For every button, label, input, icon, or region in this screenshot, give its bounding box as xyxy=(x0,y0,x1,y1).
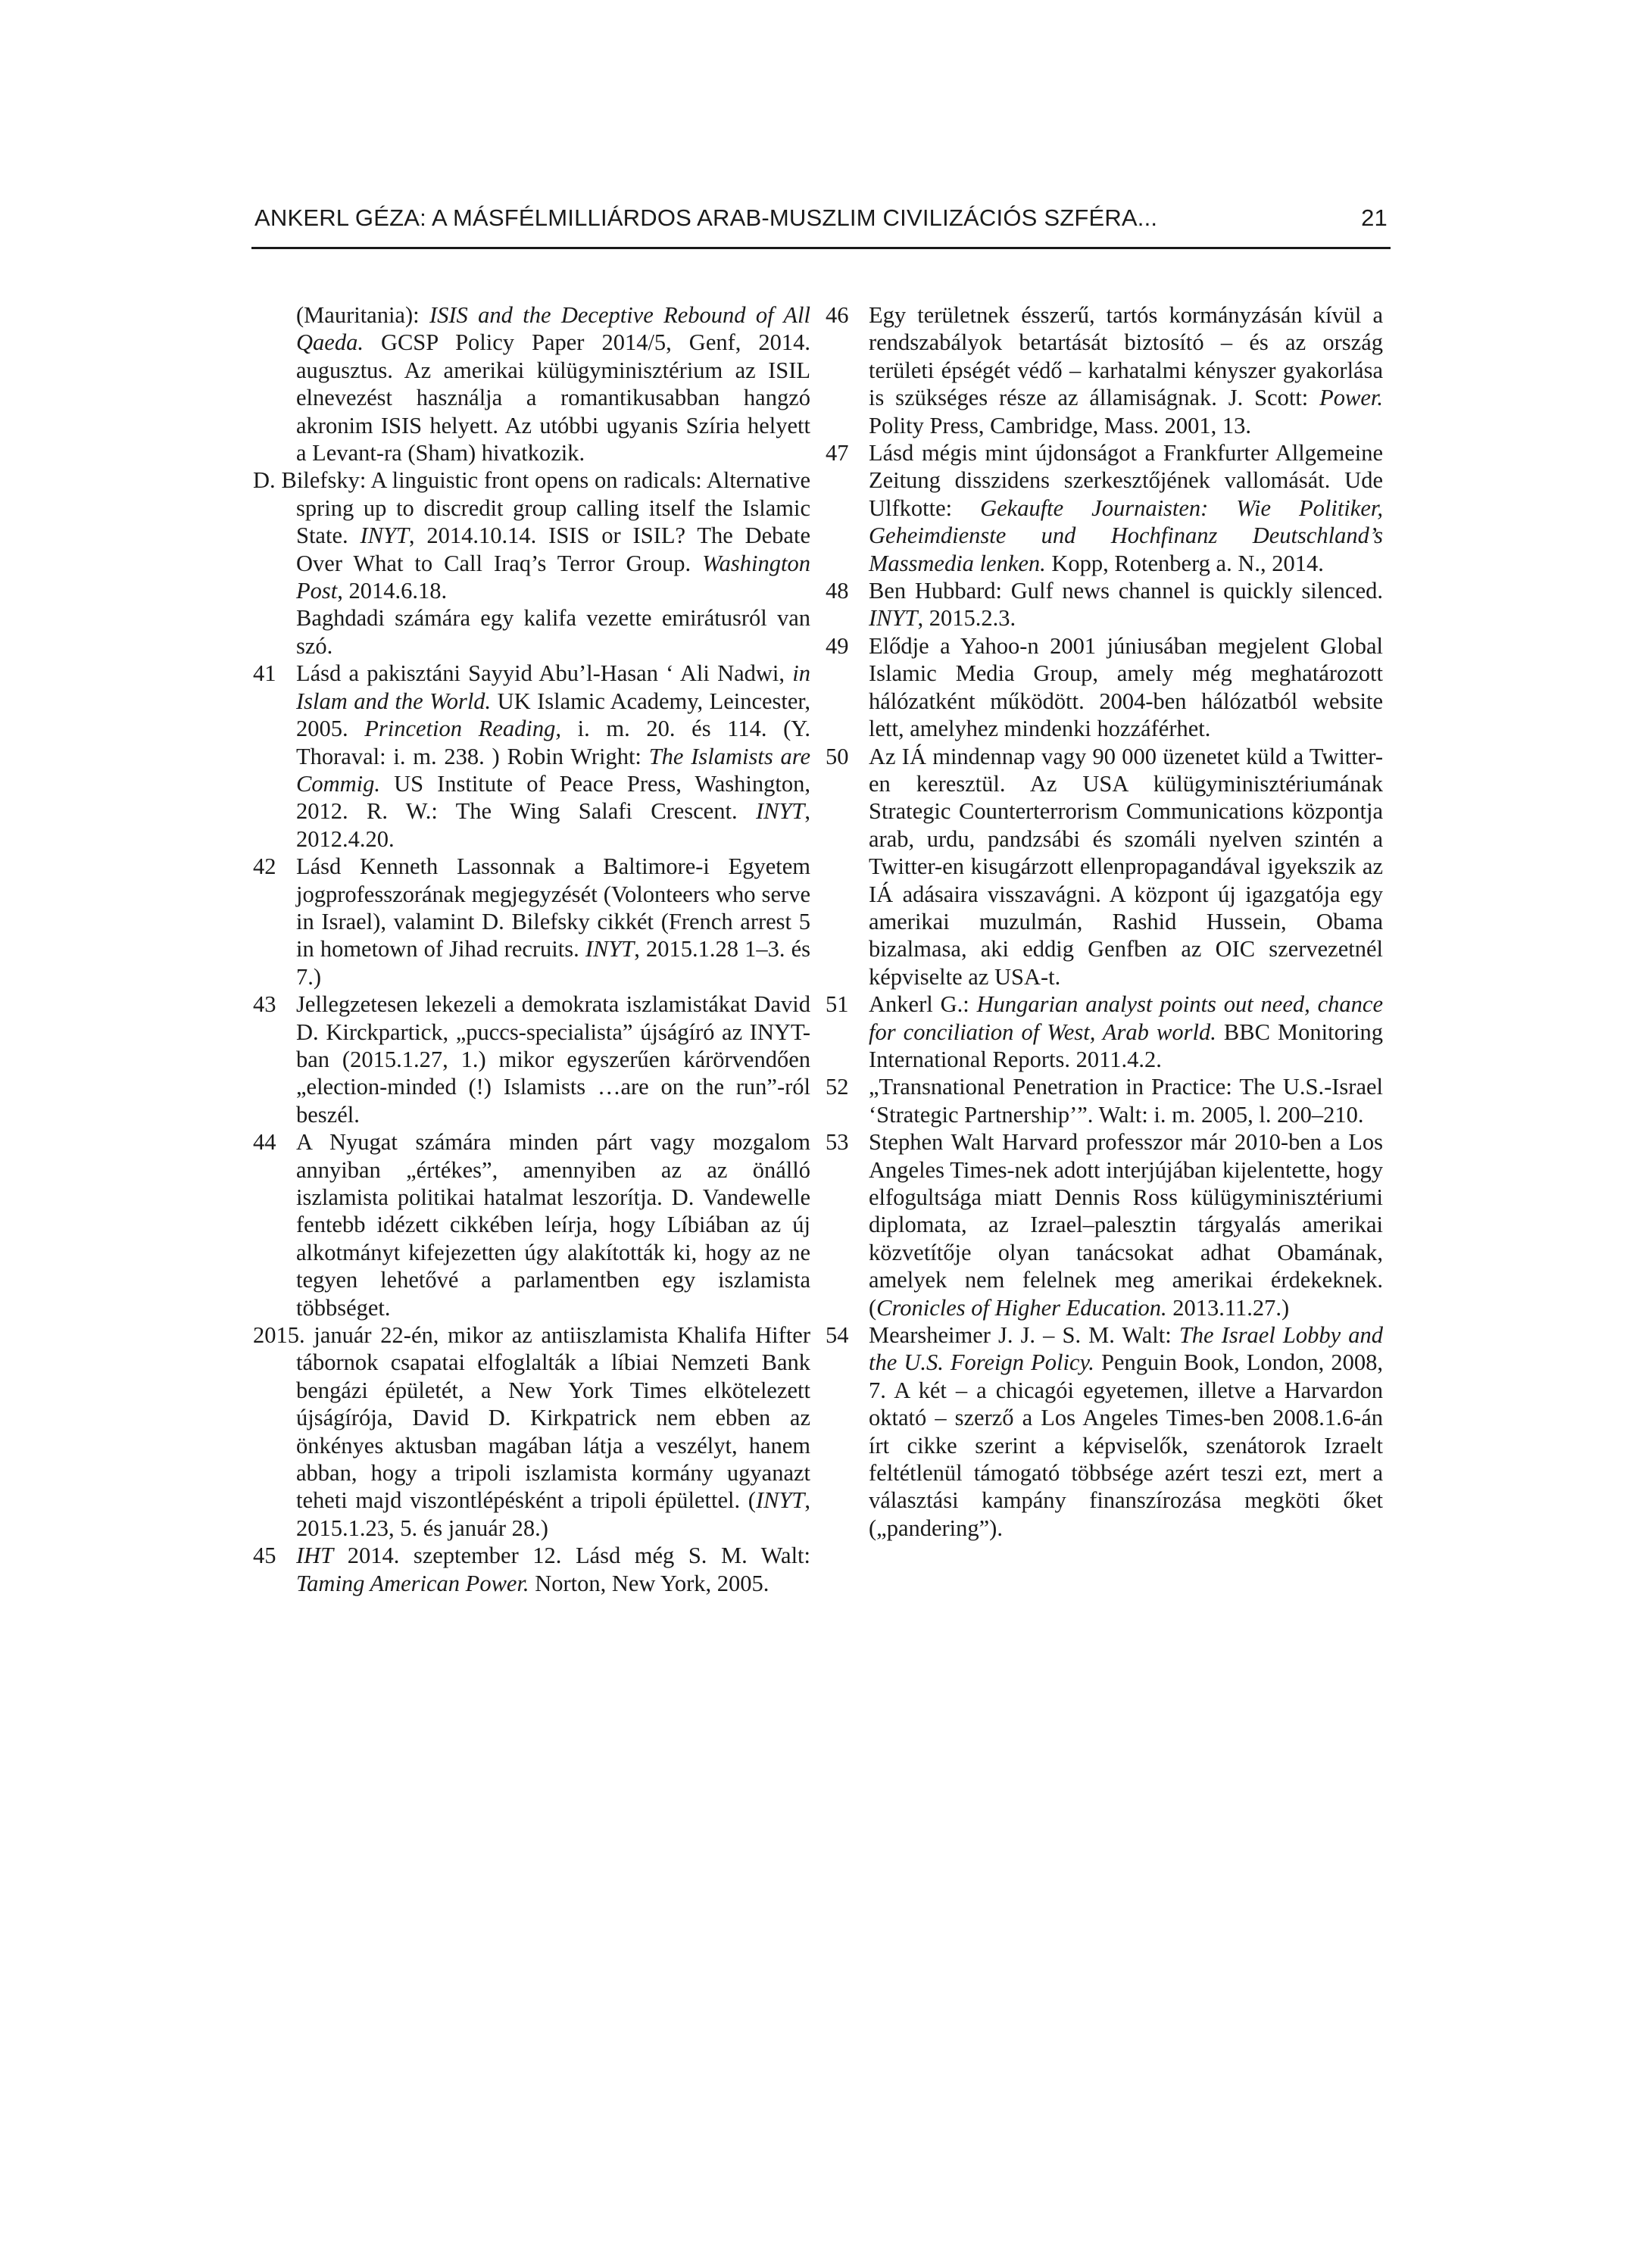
footnote-48: 48 Ben Hubbard: Gulf news channel is quickly silenced. INYT, 2015.2.3. xyxy=(826,578,1383,632)
running-title: ANKERL GÉZA: A MÁSFÉLMILLIÁRDOS ARAB-MUSZLIM CIVILIZÁCIÓS SZFÉRA... xyxy=(254,204,1158,231)
footnote-number: 41 xyxy=(253,660,276,687)
right-column xyxy=(826,301,1383,1542)
footnote-52: 52 „Transnational Penetration in Practice: The U.S.-Israel ‘Strategic Partnership’”. Walt: i. m. 2005, l. 200–210. xyxy=(826,1074,1383,1128)
footnote-47: 47 Lásd mégis mint újdonságot a Frankfurter Allgemeine Zeitung disszidens szerkesztőjének vallomását. Ude Ulfkotte: Gekaufte Journaisten: Wie Politiker, Geheimdienste und Hochfinanz Deutschland’s Massmedia lenken. Kopp, Rotenberg a. N., 2014. xyxy=(826,440,1383,576)
footnote-54: 54 Mearsheimer J. J. – S. M. Walt: The Israel Lobby and the U.S. Foreign Policy. Penguin Book, London, 2008, 7. A két – a chicagói egyetemen, illetve a Harvardon oktató – szerző a Los Angeles Times-ben 2008.1.6-án írt cikke szerint a képviselők, szenátorok Izraelt feltétlenül támogató többsége azért teszi ezt, mert a választási kampány finanszírozása megköti őket („pandering”). xyxy=(826,1322,1383,1541)
running-header xyxy=(251,204,1391,249)
footnote-51: 51 Ankerl G.: Hungarian analyst points out need, chance for conciliation of West, Arab world. BBC Monitoring International Reports. 2011.4.2. xyxy=(826,991,1383,1072)
footnote-number: 46 xyxy=(826,302,849,328)
footnote-number: 48 xyxy=(826,578,849,604)
left-column xyxy=(253,301,810,1597)
footnote-number: 50 xyxy=(826,743,849,769)
footnote-number: 49 xyxy=(826,632,849,659)
footnote-continuation-40b: D. Bilefsky: A linguistic front opens on radicals: Alternative spring up to discredit group calling itself the Islamic State. INYT, 2014.10.14. ISIS or ISIL? The Debate Over What to Call Iraq’s Terror Group. Washington Post, 2014.6.18. xyxy=(253,467,810,604)
footnote-45: 45 IHT 2014. szeptember 12. Lásd még S. M. Walt: Taming American Power. Norton, New York, 2005. xyxy=(253,1543,810,1596)
footnote-49: 49 Elődje a Yahoo-n 2001 júniusában megjelent Global Islamic Media Group, amely még meghatározott hálózatként működött. 2004-ben hálózatból website lett, amelyhez mindenki hozzáférhet. xyxy=(826,632,1383,742)
footnote-continuation-40a: (Mauritania): ISIS and the Deceptive Rebound of All Qaeda. GCSP Policy Paper 2014/5, Genf, 2014. augusztus. Az amerikai külügyminisztérium az ISIL elnevezést használja a romantikusabban hangzó akronim ISIS helyett. Az utóbbi ugyanis Szíria helyett a Levant-ra (Sham) hivatkozik. xyxy=(296,302,810,466)
footnote-number: 44 xyxy=(253,1129,276,1156)
footnote-number: 52 xyxy=(826,1074,849,1100)
footnote-50: 50 Az IÁ mindennap vagy 90 000 üzenetet küld a Twitter-en keresztül. Az USA külügyminisztériumának Strategic Counterterrorism Communications központja arab, urdu, pandzsábi és szomáli nyelven szintén a Twitter-en kisugárzott ellenpropagandával igyekszik az IÁ adásaira visszavágni. A központ új igazgatója egy amerikai muzulmán, Rashid Hussein, Obama bizalmasa, aki eddig Genfben az OIC szervezetnél képviselte az USA-t. xyxy=(826,743,1383,990)
footnote-number: 43 xyxy=(253,991,276,1018)
footnote-46: 46 Egy területnek ésszerű, tartós kormányzásán kívül a rendszabályok betartását biztosító – és az ország területi épségét védő – karhatalmi kényszer gyakorlása is szükséges része az államiságnak. J. Scott: Power. Polity Press, Cambridge, Mass. 2001, 13. xyxy=(826,302,1383,438)
page-number: 21 xyxy=(1361,204,1388,231)
footnote-number: 53 xyxy=(826,1129,849,1156)
footnote-42: 42 Lásd Kenneth Lassonnak a Baltimore-i Egyetem jogprofesszorának megjegyzését (Volonteers who serve in Israel), valamint D. Bilefsky cikkét (French arrest 5 in hometown of Jihad recruits. INYT, 2015.1.28 1–3. és 7.) xyxy=(253,853,810,990)
footnote-43: 43 Jellegzetesen lekezeli a demokrata iszlamistákat David D. Kirckpartick, „puccs-specialista” újságíró az INYT-ban (2015.1.27, 1.) mikor egyszerűen kárörvendően „election-minded (!) Islamists …are on the run”-ról beszél. xyxy=(253,991,810,1128)
footnote-number: 51 xyxy=(826,991,849,1018)
footnote-continuation-44: 2015. január 22-én, mikor az antiiszlamista Khalifa Hifter tábornok csapatai elfoglalták a líbiai Nemzeti Bank bengázi épületét, a New York Times elkötelezett újságírója, David D. Kirkpatrick nem ebben az önkényes aktusban magában látja a veszélyt, hanem abban, hogy a tripoli iszlamista kormány ugyanazt teheti majd viszontlépésként a tripoli épülettel. (INYT, 2015.1.23, 5. és január 28.) xyxy=(253,1322,810,1541)
footnote-53: 53 Stephen Walt Harvard professzor már 2010-ben a Los Angeles Times-nek adott interjújában kijelentette, hogy elfogultsága miatt Dennis Ross külügyminisztériumi diplomata, az Izrael–palesztin tárgyalás amerikai közvetítője olyan tanácsokat adhat Obamának, amelyek nem felelnek meg amerikai érdekeknek. (Cronicles of Higher Education. 2013.11.27.) xyxy=(826,1129,1383,1321)
footnote-number: 54 xyxy=(826,1322,849,1349)
footnote-number: 42 xyxy=(253,853,276,880)
footnote-number: 45 xyxy=(253,1543,276,1569)
footnote-41: 41 Lásd a pakisztáni Sayyid Abu’l-Hasan ‘ Ali Nadwi, in Islam and the World. UK Islamic Academy, Leincester, 2005. Princetion Reading, i. m. 20. és 114. (Y. Thoraval: i. m. 238. ) Robin Wright: The Islamists are Commig. US Institute of Peace Press, Washington, 2012. R. W.: The Wing Salafi Crescent. INYT, 2012.4.20. xyxy=(253,660,810,852)
footnote-number: 47 xyxy=(826,440,849,466)
footnote-44: 44 A Nyugat számára minden párt vagy mozgalom annyiban „értékes”, amennyiben az az önálló iszlamista politikai hatalmat leszorítja. D. Vandewelle fentebb idézett cikkében leírja, hogy Líbiában az új alkotmányt kifejezetten úgy alakították ki, hogy az ne tegyen lehetővé a parlamentben egy iszlamista többséget. xyxy=(253,1129,810,1321)
footnote-continuation-40c: Baghdadi számára egy kalifa vezette emirátusról van szó. xyxy=(296,605,810,659)
